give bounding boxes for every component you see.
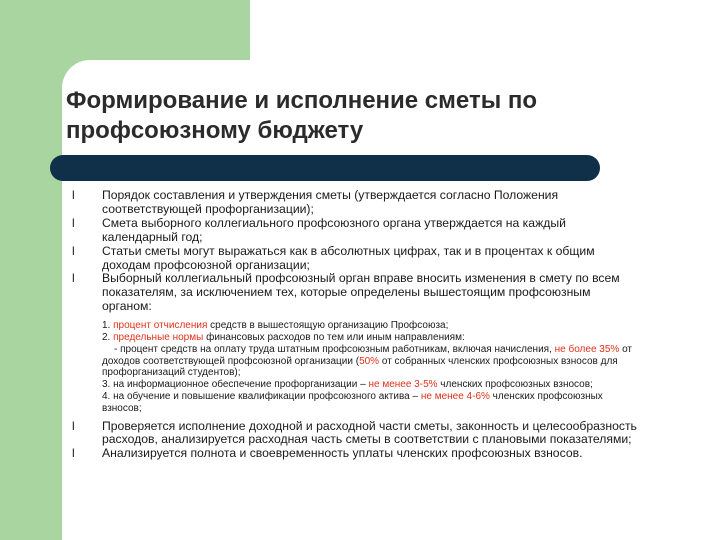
bullet-text: Выборный коллегиальный профсоюзный орган вправе вносить изменения в смету по всем показателям, за исключением тех, которые определены вышестоящим профсоюзным органом: [102,271,620,314]
bullet-text: Проверяется исполнение доходной и расходной части сметы, законность и целесообразность расходов, анализируется расходная часть сметы в соответствии с плановыми показателями; [102,418,637,447]
numbered-item-2: 2. предельные нормы финансовых расходов по тем или иным направлениям: [102,331,465,343]
highlight-text: не менее 4-6% [420,390,490,402]
slide-title: Формирование и исполнение сметы по профсоюзному бюджету [66,87,538,144]
bullet-item [72,189,642,217]
highlight-text: 50% [359,355,380,367]
title-underline-bar [62,155,600,181]
highlight-text: не более 35% [554,343,620,355]
bullet-dot-icon: l [72,271,75,286]
numbered-item-1: 1. процент отчисления средств в вышестоящую организацию Профсоюза; [102,320,449,332]
highlight-text: процент отчисления [113,320,208,332]
bullet-dot-icon: l [72,446,75,461]
bullet-text: Анализируется полнота и своевременность уплаты членских профсоюзных взносов. [102,446,583,461]
slide-content [72,189,642,461]
bullet-item [72,420,642,448]
bullet-item [72,272,642,314]
bullet-dot-icon: l [72,243,75,258]
highlight-text: не менее 3-5% [368,379,438,391]
bullet-text: Статьи сметы могут выражаться как в абсолютных цифрах, так и в процентах к общим доходам профсоюзной организации; [102,243,595,272]
bullet-dot-icon: l [72,215,75,230]
numbered-list [72,320,642,414]
numbered-item-3: 3. на информационное обеспечение профорганизации – не менее 3-5% членских профсоюзных взносов; [102,379,593,391]
bullet-item [72,245,642,273]
bullet-item [72,217,642,245]
bullet-text: Порядок составления и утверждения сметы (утверждается согласно Положения соответствующей профорганизации); [102,188,559,216]
numbered-item-2-sub: - процент средств на оплату труда штатным профсоюзным работникам, включая начисления, не более 35% от доходов соответствующей профсоюзной организации (50% от собранных членских профсоюзных взносов для профорганизаций студентов); [102,343,633,379]
bullet-item [72,447,642,461]
bullet-dot-icon: l [72,188,75,202]
numbered-item-4: 4. на обучение и повышение квалификации профсоюзного актива – не менее 4-6% членских профсоюзных взносов; [102,390,603,414]
bullet-text: Смета выборного коллегиального профсоюзного органа утверждается на каждый календарный год; [102,215,566,244]
bullet-dot-icon: l [72,418,75,433]
highlight-text: предельные нормы [113,331,204,343]
